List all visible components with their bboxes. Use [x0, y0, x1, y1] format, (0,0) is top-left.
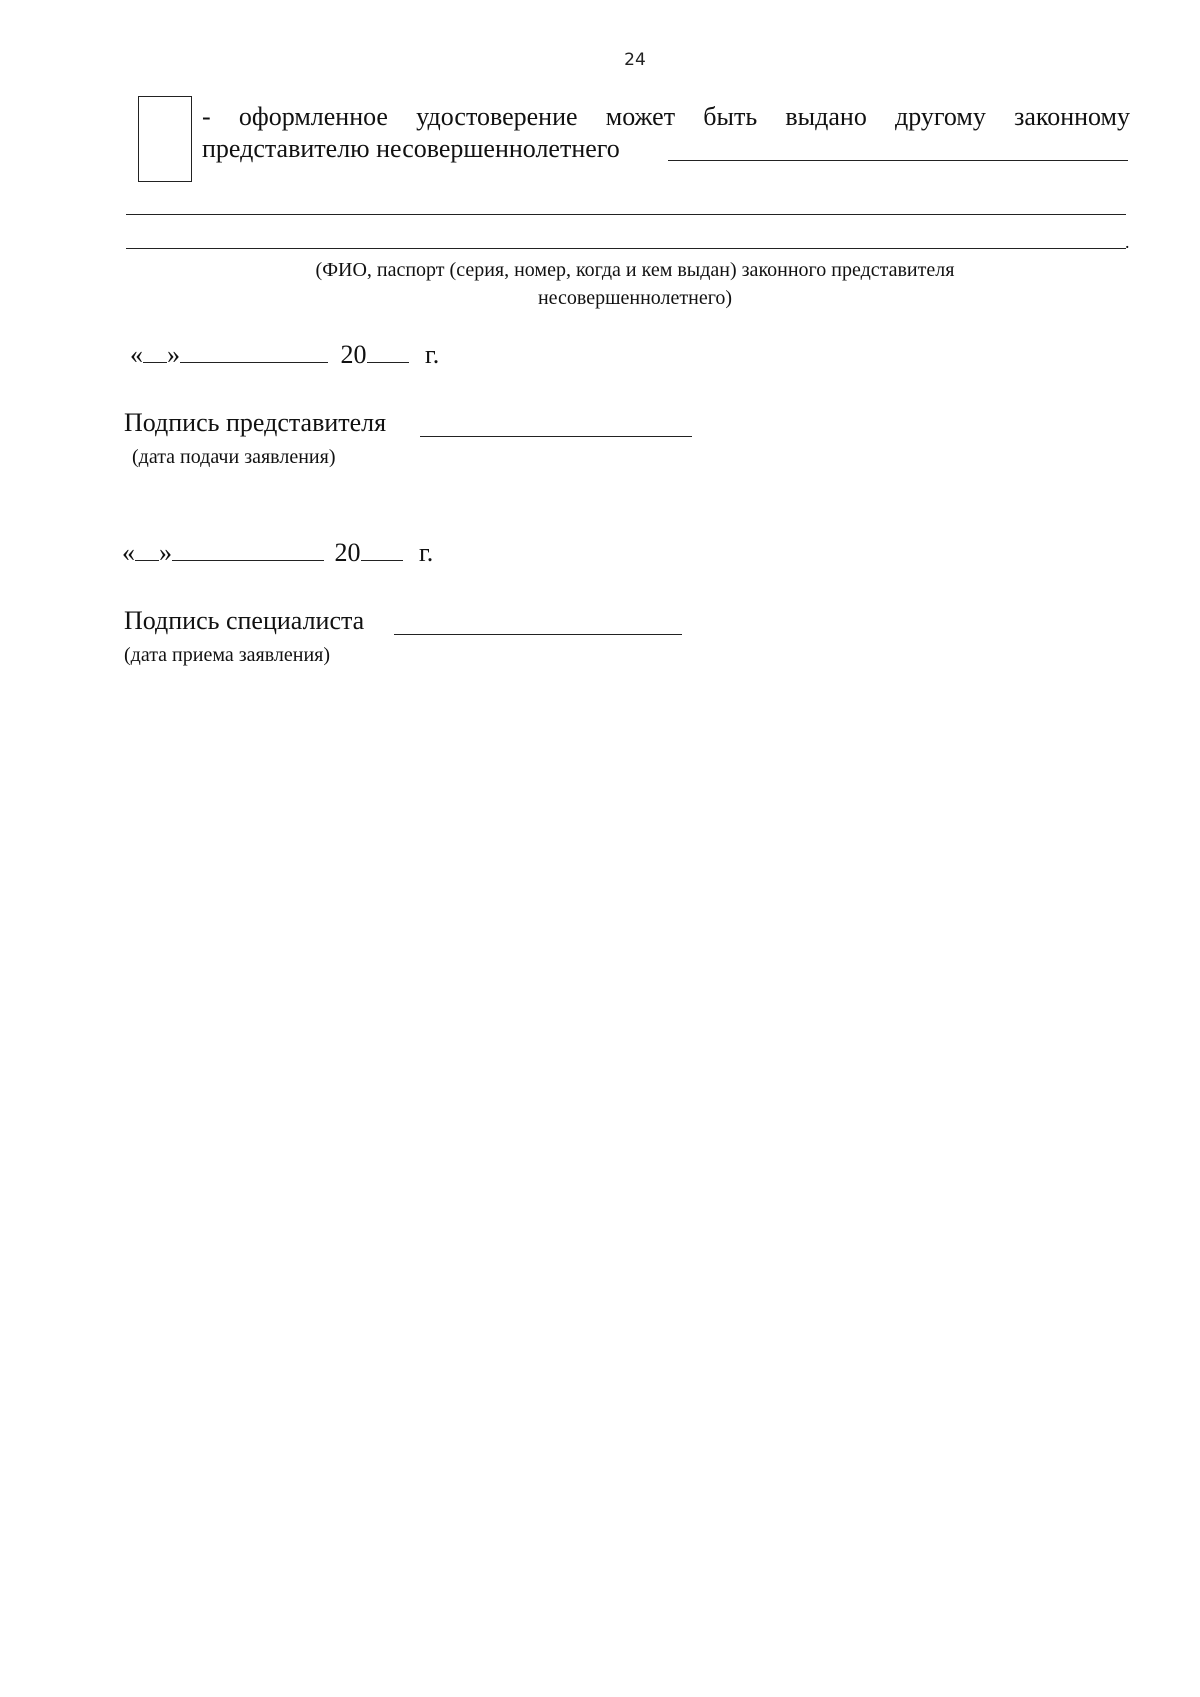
specialist-signature-field[interactable] [394, 634, 682, 635]
year-field[interactable] [361, 538, 403, 561]
statement-line-1: - оформленное удостоверение может быть выдано другому законному [202, 102, 1130, 131]
page-number: 24 [624, 50, 646, 70]
representative-caption-line-1: (ФИО, паспорт (серия, номер, когда и кем выдан) законного представителя [315, 259, 955, 281]
day-field[interactable] [143, 340, 167, 363]
representative-caption-line-2: несовершеннолетнего) [537, 287, 733, 309]
month-field[interactable] [172, 538, 324, 561]
trailing-dot: . [1125, 232, 1130, 252]
month-field[interactable] [180, 340, 328, 363]
representative-signature-field[interactable] [420, 436, 692, 437]
representative-name-field-inline[interactable] [668, 160, 1128, 161]
representative-details-field-2[interactable] [126, 248, 1126, 249]
consent-checkbox[interactable] [138, 96, 192, 182]
acceptance-date-note: (дата приема заявления) [124, 644, 331, 666]
acceptance-date [122, 538, 433, 568]
year-prefix: 20 [334, 538, 361, 567]
day-field[interactable] [135, 538, 159, 561]
open-quote: « [130, 340, 143, 369]
year-prefix: 20 [340, 340, 367, 369]
open-quote: « [122, 538, 135, 567]
specialist-signature-label: Подпись специалиста [124, 606, 365, 635]
representative-signature-label: Подпись представителя [124, 408, 387, 437]
year-suffix: г. [419, 538, 434, 567]
representative-details-field-1[interactable] [126, 214, 1126, 215]
close-quote: » [167, 340, 180, 369]
submission-date [130, 340, 439, 370]
statement-line-2: представителю несовершеннолетнего [202, 134, 620, 163]
year-suffix: г. [425, 340, 440, 369]
close-quote: » [159, 538, 172, 567]
year-field[interactable] [367, 340, 409, 363]
submission-date-note: (дата подачи заявления) [132, 446, 336, 468]
